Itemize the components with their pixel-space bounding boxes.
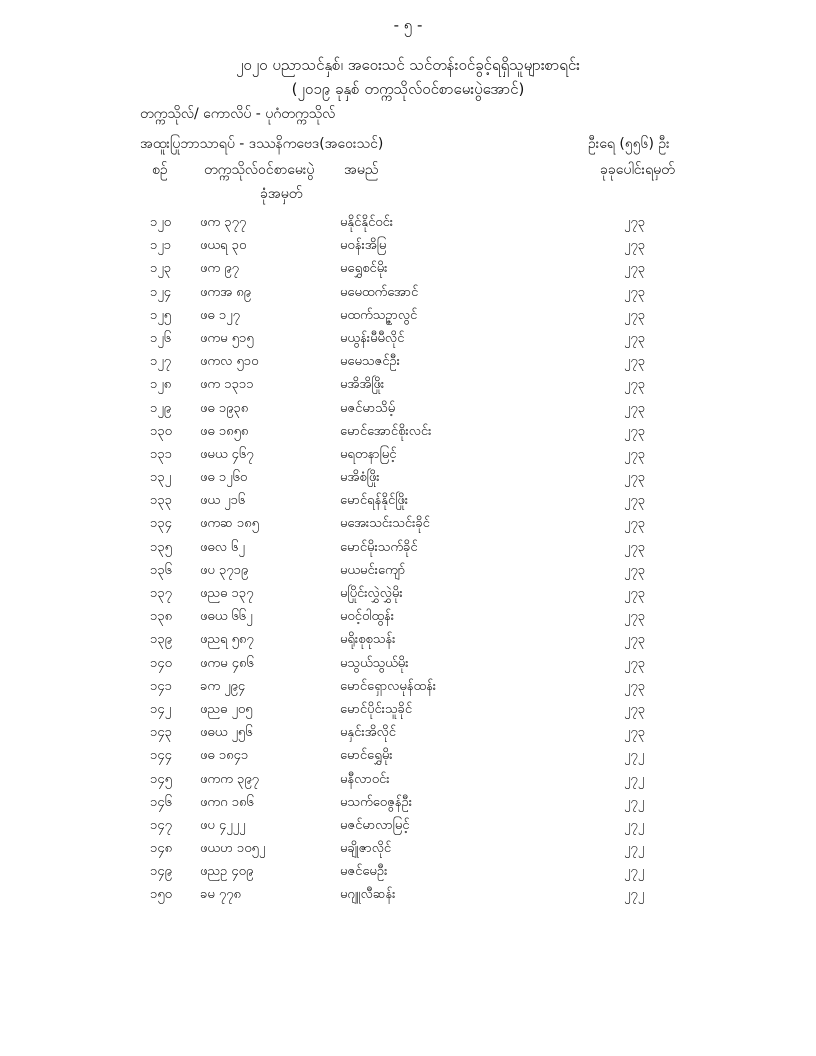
student-name: မမေထက်အောင် (340, 284, 419, 300)
row-number: ၁၂၇ (150, 354, 172, 370)
table-row (0, 304, 816, 327)
roll-number: ဖက ၉၇ (200, 261, 239, 277)
row-number: ၁၂၁ (150, 238, 172, 254)
roll-number: ဖကဆ ၁၈၅ (200, 516, 259, 532)
roll-number: ခက ၂၉၄ (200, 678, 246, 694)
score: ၂၇၃ (624, 330, 646, 346)
roll-number: ဖဓ ၁၂၇ (200, 307, 240, 323)
row-number: ၁၄၁ (150, 678, 172, 694)
table-row (0, 768, 816, 791)
score: ၂၇၃ (624, 423, 646, 439)
score: ၂၇၂ (624, 817, 645, 833)
table-row (0, 559, 816, 582)
score: ၂၇၃ (624, 354, 646, 370)
row-number: ၁၂၆ (150, 330, 172, 346)
score: ၂၇၃ (624, 655, 646, 671)
roll-number: ဖယရ ၃၀ (200, 238, 247, 254)
column-header-score: ခုခုပေါင်းရမှတ် (600, 162, 675, 178)
roll-number: ဖက ၃၇၇ (200, 215, 247, 230)
roll-number: ဖညဥ ၄၀၉ (200, 864, 254, 880)
roll-number: ဖယ ၂၁၆ (200, 493, 246, 509)
row-number: ၁၄၃ (150, 725, 172, 741)
score: ၂၇၂ (624, 771, 645, 787)
roll-number: ဖကအ ၈၉ (200, 284, 251, 300)
roll-number: ဖဓလ ၆၂ (200, 539, 245, 555)
table-row (0, 211, 816, 234)
table-row (0, 350, 816, 373)
table-row (0, 791, 816, 814)
table-row (0, 605, 816, 628)
score: ၂၇၂ (624, 748, 645, 764)
major-line: အထူးပြုဘာသာရပ် - ဒဿနိကဗေဒ(အဝေးသင်) (140, 136, 384, 152)
student-name: မသက်ဝေဇွန်ဦး (340, 794, 413, 810)
table-row (0, 675, 816, 698)
score: ၂၇၃ (624, 238, 646, 254)
column-header-no: စဉ် (152, 162, 168, 178)
score: ၂၇၃ (624, 377, 646, 393)
university-line: တက္ကသိုလ်/ ကောလိပ် - ပုဂံတက္ကသိုလ် (140, 106, 336, 122)
row-number: ၁၄၅ (150, 771, 172, 787)
table-row (0, 281, 816, 304)
table-row (0, 466, 816, 489)
score: ၂၇၃ (624, 701, 646, 717)
document-title: ၂၀၂၀ ပညာသင်နှစ်၊ အဝေးသင် သင်တန်းဝင်ခွင့်ရရှိသူများစာရင်း (236, 56, 580, 74)
student-name: မောင်ရှောလမုန်ထန်း (340, 678, 437, 694)
table-row (0, 512, 816, 535)
roll-number: ဖကမ ၄၈၆ (200, 655, 254, 671)
roll-number: ဖကလ ၅၁၀ (200, 354, 259, 370)
row-number: ၁၃၄ (150, 516, 172, 532)
score: ၂၇၃ (624, 539, 646, 555)
table-row (0, 698, 816, 721)
row-number: ၁၄၄ (150, 748, 172, 764)
roll-number: ဖဓ ၁၈၅၈ (200, 423, 249, 439)
row-number: ၁၂၄ (150, 284, 172, 300)
score: ၂၇၃ (624, 284, 646, 300)
score: ၂၇၃ (624, 307, 646, 323)
roll-number: ခမ ၇၇၈ (200, 887, 241, 903)
roll-number: ဖကဂ ၁၈၆ (200, 794, 254, 810)
roll-number: ဖဓ ၁၉၃၈ (200, 400, 249, 416)
score: ၂၇၂ (624, 864, 645, 880)
roll-number: ဖက ၁၃၁၁ (200, 377, 254, 393)
student-name: မထက်သဉ္ဇာလွင် (340, 307, 418, 323)
score: ၂၇၃ (624, 470, 646, 486)
row-number: ၁၃၆ (150, 562, 172, 578)
document-subtitle: (၂၀၁၉ ခုနှစ် တက္ကသိုလ်ဝင်စာမေးပွဲအောင်) (291, 80, 525, 98)
student-name: မဂျူလီဆန်း (340, 887, 396, 903)
score: ၂၇၃ (624, 215, 646, 230)
row-number: ၁၃၃ (150, 493, 172, 509)
table-row (0, 489, 816, 512)
page-number: - ၅ - (393, 16, 423, 34)
row-number: ၁၃၀ (150, 423, 172, 439)
table-row (0, 257, 816, 280)
table-row (0, 860, 816, 883)
table-row (0, 814, 816, 837)
row-number: ၁၃၂ (150, 470, 172, 486)
score: ၂၇၃ (624, 562, 646, 578)
row-number: ၁၄၈ (150, 841, 173, 857)
student-name: မနိုင်နိုင်ဝင်း (340, 215, 394, 230)
roll-number: ဖညဓ ၁၃၇ (200, 586, 254, 601)
student-name: မရွှေစင်မိုး (340, 261, 388, 277)
roll-number: ဖဓ ၁၈၄၁ (200, 748, 249, 764)
table-row (0, 443, 816, 466)
table-row (0, 628, 816, 651)
score: ၂၇၂ (624, 887, 645, 903)
row-number: ၁၃၇ (150, 586, 172, 601)
student-name: မောင်အောင်စိုးလင်း (340, 423, 432, 439)
roll-number: ဖဓယ ၆၆၂ (200, 609, 253, 625)
student-name: မဝန်းအိမြ (340, 238, 387, 254)
row-number: ၁၂၃ (150, 261, 172, 277)
student-name: မပြိုင်းလွှဲလွှဲမိုး (340, 586, 403, 601)
student-name: မဝင့်ဝါထွန်း (340, 609, 395, 625)
row-number: ၁၄၀ (150, 655, 172, 671)
row-number: ၁၃၈ (150, 609, 173, 625)
row-number: ၁၂၅ (150, 307, 172, 323)
student-name: မယမင်းကျော် (340, 562, 406, 578)
column-header-roll: တက္ကသိုလ်ဝင်စာမေးပွဲ (204, 162, 315, 178)
student-name: မရတနာမြင့် (340, 446, 397, 462)
roll-number: ဖယဟ ၁၀၅၂ (200, 841, 266, 857)
row-number: ၁၄၇ (150, 817, 172, 833)
student-name: မအိစံဖြိုး (340, 470, 380, 486)
score: ၂၇၃ (624, 609, 646, 625)
student-name: မောင်ရွှေမိုး (340, 748, 393, 764)
score: ၂၇၃ (624, 400, 646, 416)
score: ၂၇၃ (624, 725, 646, 741)
student-name: မောင်မိုးသက်ခိုင် (340, 539, 418, 555)
row-number: ၁၂၀ (150, 215, 172, 230)
student-name: မအေးသင်းသင်းခိုင် (340, 516, 430, 532)
row-number: ၁၂၈ (150, 377, 172, 393)
table-row (0, 397, 816, 420)
table-row (0, 582, 816, 605)
row-number: ၁၃၅ (150, 539, 172, 555)
student-name: မချိုဇာလိုင် (340, 841, 392, 857)
score: ၂၇၂ (624, 794, 645, 810)
roll-number: ဖညဓ ၂၀၅ (200, 701, 253, 717)
row-number: ၁၄၂ (150, 701, 172, 717)
column-header-name: အမည် (344, 162, 379, 178)
roll-number: ဖဓ ၁၂၆၀ (200, 470, 248, 486)
score: ၂၇၂ (624, 841, 645, 857)
student-name: မရိုးစုစုသန်း (340, 632, 396, 648)
student-name: မဇင်မာလာမြင့် (340, 817, 410, 833)
student-name: မောင်ပိုင်းသူခိုင် (340, 701, 413, 717)
table-row (0, 744, 816, 767)
roll-number: ဖကမ ၅၁၅ (200, 330, 254, 346)
row-number: ၁၃၉ (150, 632, 172, 648)
student-name: မအိအိဖြိုး (340, 377, 385, 393)
roll-number: ဖကက ၃၉၇ (200, 771, 259, 787)
table-row (0, 652, 816, 675)
table-row (0, 327, 816, 350)
student-count: ဦးရေ (၅၅၆) ဦး (588, 136, 670, 152)
row-number: ၁၃၁ (150, 446, 172, 462)
row-number: ၁၄၆ (150, 794, 172, 810)
score: ၂၇၃ (624, 586, 646, 601)
roll-number: ဖညရ ၅၈၇ (200, 632, 254, 648)
row-number: ၁၄၉ (150, 864, 172, 880)
score: ၂၇၃ (624, 632, 646, 648)
score: ၂၇၃ (624, 261, 646, 277)
student-name: မဇင်မေဦး (340, 864, 388, 880)
student-name: မယွန်းမီမီလိုင် (340, 330, 405, 346)
student-name: မမေသဇင်ဦး (340, 354, 400, 370)
score: ၂၇၃ (624, 446, 646, 462)
student-name: မောင်ရန်နိုင်ဖြိုး (340, 493, 409, 509)
roll-number: ဖပ ၄၂၂၂ (200, 817, 246, 833)
table-row (0, 373, 816, 396)
score: ၂၇၃ (624, 493, 646, 509)
row-number: ၁၅၀ (150, 887, 172, 903)
roll-number: ဖမယ ၄၆၇ (200, 446, 254, 462)
table-row (0, 234, 816, 257)
table-row (0, 721, 816, 744)
table-row (0, 420, 816, 443)
table-row (0, 883, 816, 906)
student-name: မနီလာဝင်း (340, 771, 390, 787)
student-name: မနှင်းအိလိုင် (340, 725, 396, 741)
score: ၂၇၃ (624, 516, 646, 532)
roll-number: ဖဓယ ၂၅၆ (200, 725, 253, 741)
student-name: မသွယ်သွယ်မိုး (340, 655, 409, 671)
roll-number: ဖပ ၃၇၁၉ (200, 562, 249, 578)
student-name: မဇင်မာသိမ့် (340, 400, 396, 416)
row-number: ၁၂၉ (150, 400, 172, 416)
score: ၂၇၃ (624, 678, 646, 694)
results-table (0, 211, 816, 907)
table-row (0, 536, 816, 559)
table-row (0, 837, 816, 860)
column-header-roll-line2: ခုံအမှတ် (260, 186, 303, 202)
